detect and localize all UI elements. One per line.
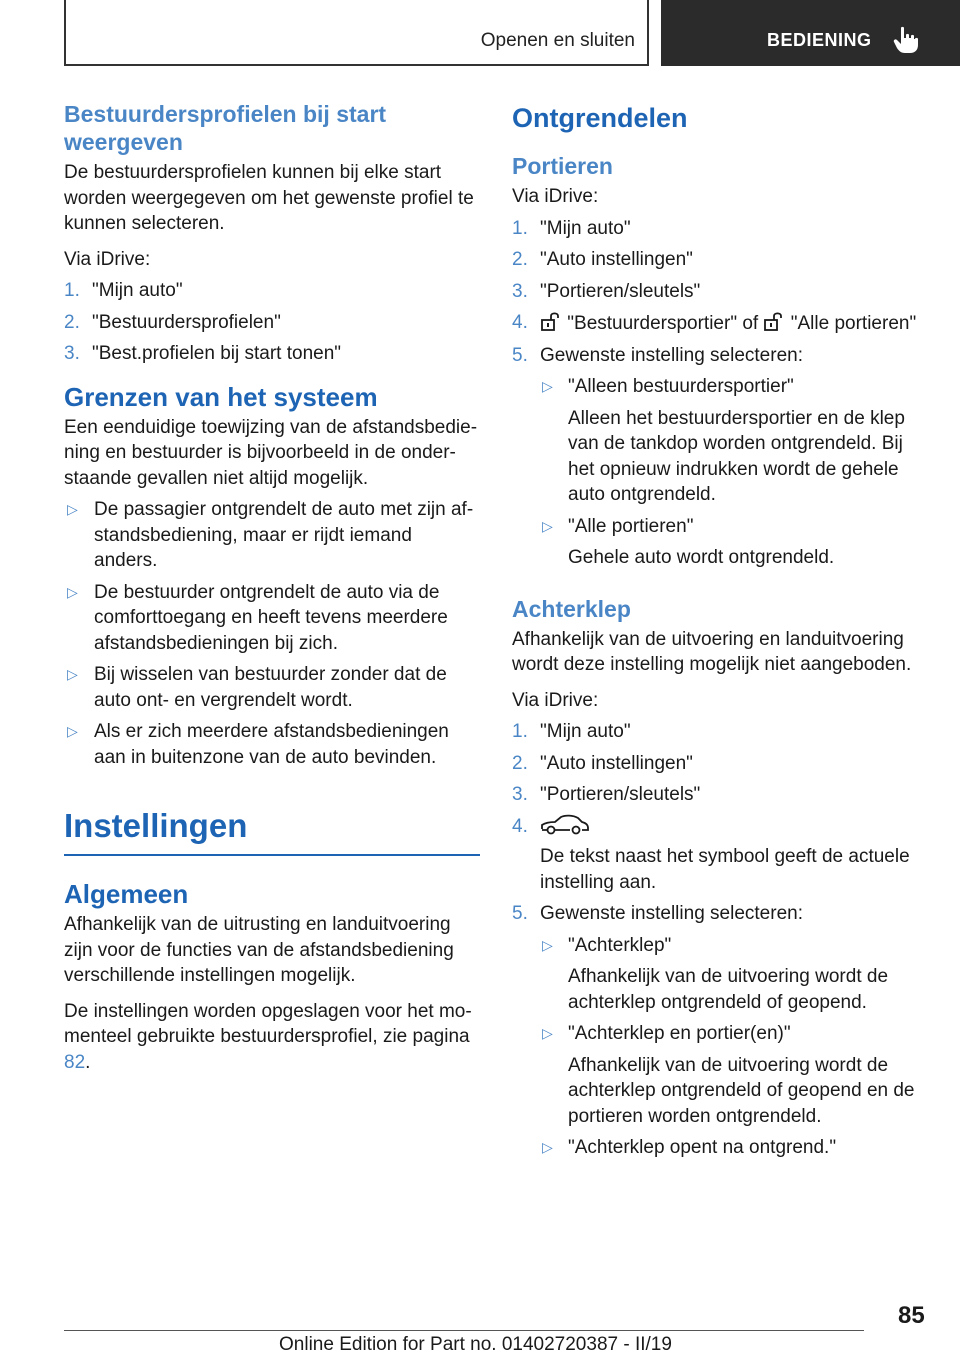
list-item: 1. "Mijn auto" [64, 280, 183, 301]
lock-open-icon [540, 310, 562, 332]
list-item: 5. Gewenste instelling selecteren: ▷ "Alleen bestuurdersportier" Alleen het bestuurdersportier en de klep van de tankdop worden ontgrendeld. Bij het opnieuw indrukken wordt de gehele auto ontgrendeld. ▷ "Alle portieren" Gehele auto wordt ontgrendeld. [512, 343, 932, 571]
list-item: 5. Gewenste instelling selecteren: ▷ "Achterklep" Afhankelijk van de uitvoering wordt de achterklep ontgrendeld of geopend. ▷ "Achterklep en portier(en)" Afhankelijk van de uitvoering wordt de achterklep ontgrendeld of geopend en de portieren worden ontgrendeld. ▷ "Achterklep opent na ontgrend." [512, 901, 932, 1161]
heading-limits: Grenzen van het systeem [64, 381, 378, 412]
list-item: 3. "Portieren/sleutels" [512, 280, 701, 302]
triangle-right-icon: ▷ [542, 517, 553, 534]
list-item: ▷ De passagier ontgrendelt de auto met zijn afstandsbediening, maar er rijdt iemand anders. [67, 499, 474, 571]
option-description: Afhankelijk van de uitvoering wordt de achterklep ontgrendeld of geopend en de portieren worden ontgrendeld. [568, 1054, 915, 1127]
header-section-title: Openen en sluiten [480, 30, 635, 51]
option-description: Gehele auto wordt ontgrendeld. [568, 547, 835, 568]
steps-profiles [64, 278, 480, 367]
option-item: ▷ "Achterklep opent na ontgrend." [540, 1135, 932, 1161]
via-idrive-label: Via iDrive: [512, 186, 599, 207]
paragraph-general-1: Afhankelijk van de uitrusting en landuitvoering zijn voor de functies van de afstandsbediening verschillende instellingen mogelijk. [64, 914, 454, 986]
limits-list [64, 497, 480, 770]
option-item: ▷ "Alle portieren" [540, 514, 932, 540]
list-item: 4. "Bestuurdersportier" of "Alle portieren" [512, 312, 917, 334]
triangle-right-icon: ▷ [542, 1025, 553, 1041]
list-item: 2. "Auto instellingen" [512, 752, 693, 774]
list-item: 1. "Mijn auto" [512, 721, 631, 742]
heading-doors: Portieren [512, 153, 613, 179]
list-item: ▷ Als er zich meerdere afstandsbedieningen aan in buitenzone van de auto bevinden. [67, 721, 449, 768]
page-link[interactable]: 82 [64, 1051, 86, 1073]
hand-pointer-icon [893, 26, 919, 54]
list-item: 2. "Auto instellingen" [512, 249, 693, 270]
list-item: 3. "Best.profielen bij start tonen" [64, 343, 342, 364]
list-item: 3. "Portieren/sleutels" [512, 784, 701, 805]
list-item: 2. "Bestuurdersprofielen" [64, 311, 281, 333]
list-item: 1. "Mijn auto" [512, 217, 631, 239]
triangle-right-icon: ▷ [542, 936, 553, 953]
footer-edition: Online Edition for Part no. 01402720387 - II/19 [279, 1334, 672, 1355]
list-item: 4. De tekst naast het symbool geeft de actuele instelling aan. [512, 814, 932, 896]
steps-doors [512, 216, 932, 571]
option-description: Alleen het bestuurdersportier en de klep van de tankdop worden ontgrendeld. Bij het opnieuw indrukken wordt de gehele auto ontgrendeld. [568, 407, 905, 505]
footer-divider [64, 1330, 864, 1331]
triangle-right-icon: ▷ [542, 1139, 553, 1155]
lock-open-icon [763, 310, 785, 332]
heading-profiles: Bestuurdersprofielen bij start weergeven [64, 101, 387, 155]
paragraph-profiles: De bestuurdersprofielen kunnen bij elke start worden weergegeven om het gewenste profiel te kunnen selecteren. [64, 162, 474, 234]
via-idrive-label: Via iDrive: [512, 689, 599, 711]
heading-general: Algemeen [64, 879, 189, 909]
left-column [64, 100, 480, 1075]
via-idrive-label: Via iDrive: [64, 248, 151, 270]
heading-tailgate: Achterklep [512, 595, 631, 622]
triangle-right-icon: ▷ [67, 501, 78, 517]
option-item: ▷ "Alleen bestuurdersportier" [540, 374, 932, 400]
paragraph-limits: Een eenduidige toewijzing van de afstandsbediening en bestuurder is bijvoorbeeld in de onderstaande gevallen niet altijd mogelijk. [64, 416, 478, 489]
list-item: ▷ Bij wisselen van bestuurder zonder dat de auto ont- en vergrendelt wordt. [67, 664, 447, 711]
triangle-right-icon: ▷ [542, 378, 553, 394]
steps-tailgate [512, 719, 932, 1161]
list-item: ▷ De bestuurder ontgrendelt de auto via de comforttoegang en heeft tevens meerdere afstandsbedieningen bij zich. [67, 581, 448, 654]
car-outline-icon [540, 814, 590, 836]
step-description: De tekst naast het symbool geeft de actuele instelling aan. [540, 846, 910, 893]
heading-settings: Instellingen [64, 806, 480, 856]
right-column [512, 100, 932, 1161]
heading-unlock: Ontgrendelen [512, 103, 688, 133]
triangle-right-icon: ▷ [67, 723, 78, 739]
triangle-right-icon: ▷ [67, 583, 78, 600]
triangle-right-icon: ▷ [67, 666, 78, 682]
option-description: Afhankelijk van de uitvoering wordt de achterklep ontgrendeld of geopend. [568, 966, 889, 1013]
header-chapter-title: BEDIENING [767, 30, 872, 50]
paragraph-tailgate: Afhankelijk van de uitvoering en landuitvoering wordt deze instelling mogelijk niet aangeboden. [512, 628, 912, 675]
option-item: ▷ "Achterklep en portier(en)" [540, 1021, 932, 1047]
page-number: 85 [898, 1302, 925, 1329]
header-section-tab [64, 0, 649, 66]
option-item: ▷ "Achterklep" [540, 933, 932, 959]
paragraph-general-2: De instellingen worden opgeslagen voor het momenteel gebruikte bestuurdersprofiel, zie pagina 82. [64, 1000, 472, 1073]
header-chapter-tab [661, 0, 960, 66]
